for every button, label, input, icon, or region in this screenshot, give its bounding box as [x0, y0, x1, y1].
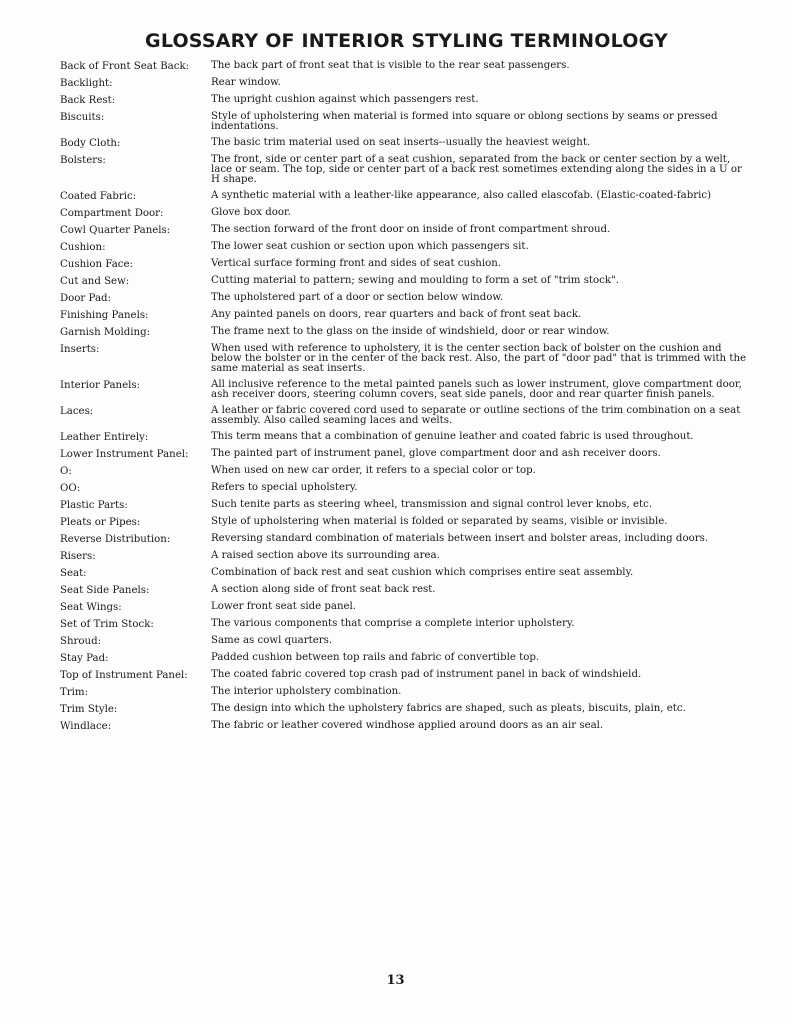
- glossary-entry: [60, 293, 753, 304]
- glossary-entry: [60, 585, 753, 596]
- glossary-entry: [60, 687, 753, 698]
- glossary-term: Cushion:: [60, 242, 106, 253]
- glossary-term: Inserts:: [60, 344, 100, 355]
- glossary-entry: [60, 225, 753, 236]
- glossary-definition: The design into which the upholstery fabrics are shaped, such as pleats, biscuits, plain, etc.: [211, 703, 686, 714]
- glossary-definition: A raised section above its surrounding area.: [211, 550, 440, 561]
- glossary-term: Back of Front Seat Back:: [60, 61, 190, 72]
- glossary-term: Seat Wings:: [60, 602, 122, 613]
- glossary-term: Door Pad:: [60, 293, 111, 304]
- glossary-entry: [60, 636, 753, 647]
- glossary-entry: [60, 95, 753, 106]
- glossary-term: Biscuits:: [60, 112, 105, 123]
- glossary-entry: [60, 721, 753, 732]
- glossary-term: Trim:: [60, 687, 89, 698]
- glossary-entry: [60, 483, 753, 494]
- glossary-entry: [60, 466, 753, 477]
- glossary-definition: The painted part of instrument panel, glove compartment door and ash receiver doors.: [211, 448, 661, 459]
- glossary-term: Cut and Sew:: [60, 276, 130, 287]
- glossary-term: Stay Pad:: [60, 653, 109, 664]
- glossary-entry: [60, 155, 753, 185]
- glossary-definition: The back part of front seat that is visible to the rear seat passengers.: [211, 60, 570, 71]
- glossary-entry: [60, 619, 753, 630]
- glossary-definition: The section forward of the front door on inside of front compartment shroud.: [211, 224, 611, 235]
- glossary-entry: [60, 380, 753, 400]
- glossary-entry: [60, 138, 753, 149]
- glossary-definition: Style of upholstering when material is formed into square or oblong sections by seams or pressed indentations.: [211, 111, 718, 132]
- glossary-term: Seat Side Panels:: [60, 585, 150, 596]
- glossary-term: Compartment Door:: [60, 208, 164, 219]
- glossary-definition: The upholstered part of a door or section below window.: [211, 292, 504, 303]
- glossary-entry: [60, 704, 753, 715]
- glossary-entry: [60, 191, 753, 202]
- glossary-entry: [60, 551, 753, 562]
- glossary-term: Plastic Parts:: [60, 500, 128, 511]
- glossary-entry: [60, 406, 753, 426]
- glossary-entry: [60, 670, 753, 681]
- glossary-definition: The coated fabric covered top crash pad of instrument panel in back of windshield.: [211, 669, 642, 680]
- glossary-entry: [60, 449, 753, 460]
- glossary-definition: Any painted panels on doors, rear quarters and back of front seat back.: [211, 309, 582, 320]
- glossary-entry: [60, 500, 753, 511]
- glossary-definition: All inclusive reference to the metal painted panels such as lower instrument, glove compartment door, ash receiver doors, steering column covers, seat side panels, door and rear quarter finish panels.: [211, 379, 742, 400]
- glossary-term: Cushion Face:: [60, 259, 133, 270]
- glossary-definition: Cutting material to pattern; sewing and moulding to form a set of "trim stock".: [211, 275, 619, 286]
- glossary-list: [60, 61, 753, 732]
- glossary-term: Windlace:: [60, 721, 112, 732]
- glossary-definition: The fabric or leather covered windhose applied around doors as an air seal.: [211, 720, 604, 731]
- glossary-term: Garnish Molding:: [60, 327, 151, 338]
- glossary-term: Back Rest:: [60, 95, 116, 106]
- glossary-definition: A synthetic material with a leather-like appearance, also called elascofab. (Elastic-coated-fabric): [211, 190, 712, 201]
- glossary-definition: Reversing standard combination of materials between insert and bolster areas, including doors.: [211, 533, 709, 544]
- glossary-definition: The various components that comprise a complete interior upholstery.: [211, 618, 575, 629]
- glossary-entry: [60, 568, 753, 579]
- glossary-entry: [60, 242, 753, 253]
- glossary-entry: [60, 259, 753, 270]
- glossary-entry: [60, 310, 753, 321]
- glossary-term: Top of Instrument Panel:: [60, 670, 188, 681]
- glossary-definition: Style of upholstering when material is folded or separated by seams, visible or invisible.: [211, 516, 668, 527]
- glossary-term: Bolsters:: [60, 155, 106, 166]
- glossary-term: Coated Fabric:: [60, 191, 137, 202]
- glossary-term: Pleats or Pipes:: [60, 517, 141, 528]
- glossary-definition: Such tenite parts as steering wheel, transmission and signal control lever knobs, etc.: [211, 499, 653, 510]
- glossary-entry: [60, 534, 753, 545]
- glossary-term: Body Cloth:: [60, 138, 121, 149]
- glossary-definition: Same as cowl quarters.: [211, 635, 333, 646]
- glossary-definition: The frame next to the glass on the inside of windshield, door or rear window.: [211, 326, 610, 337]
- glossary-entry: [60, 344, 753, 374]
- glossary-definition: Lower front seat side panel.: [211, 601, 357, 612]
- glossary-definition: Vertical surface forming front and sides of seat cushion.: [211, 258, 502, 269]
- glossary-entry: [60, 208, 753, 219]
- glossary-entry: [60, 653, 753, 664]
- glossary-definition: The upright cushion against which passengers rest.: [211, 94, 479, 105]
- glossary-definition: The interior upholstery combination.: [211, 686, 402, 697]
- glossary-definition: Combination of back rest and seat cushion which comprises entire seat assembly.: [211, 567, 634, 578]
- glossary-term: Reverse Distribution:: [60, 534, 171, 545]
- glossary-definition: A section along side of front seat back rest.: [211, 584, 436, 595]
- glossary-term: Lower Instrument Panel:: [60, 449, 189, 460]
- glossary-entry: [60, 112, 753, 132]
- glossary-term: Risers:: [60, 551, 96, 562]
- glossary-definition: Refers to special upholstery.: [211, 482, 358, 493]
- glossary-definition: This term means that a combination of genuine leather and coated fabric is used throughout.: [211, 431, 694, 442]
- glossary-entry: [60, 276, 753, 287]
- glossary-term: Seat:: [60, 568, 87, 579]
- glossary-entry: [60, 517, 753, 528]
- glossary-definition: The basic trim material used on seat inserts--usually the heaviest weight.: [211, 137, 591, 148]
- glossary-entry: [60, 61, 753, 72]
- glossary-term: Shroud:: [60, 636, 102, 647]
- glossary-definition: When used on new car order, it refers to a special color or top.: [211, 465, 536, 476]
- glossary-term: Finishing Panels:: [60, 310, 149, 321]
- page-number: 13: [386, 973, 405, 988]
- glossary-entry: [60, 602, 753, 613]
- glossary-definition: When used with reference to upholstery, it is the center section back of bolster on the cushion and below the bolster or in the center of the back rest. Also, the part of "door pad" that is trimmed with the same material as seat inserts.: [211, 343, 747, 374]
- glossary-term: O:: [60, 466, 72, 477]
- glossary-term: Interior Panels:: [60, 380, 141, 391]
- glossary-term: Trim Style:: [60, 704, 118, 715]
- glossary-term: Backlight:: [60, 78, 113, 89]
- glossary-term: Cowl Quarter Panels:: [60, 225, 171, 236]
- glossary-definition: Rear window.: [211, 77, 281, 88]
- glossary-term: Set of Trim Stock:: [60, 619, 154, 630]
- glossary-entry: [60, 327, 753, 338]
- glossary-definition: The lower seat cushion or section upon which passengers sit.: [211, 241, 529, 252]
- page-title: GLOSSARY OF INTERIOR STYLING TERMINOLOGY: [145, 30, 668, 52]
- glossary-entry: [60, 78, 753, 89]
- glossary-term: Laces:: [60, 406, 94, 417]
- glossary-definition: The front, side or center part of a seat cushion, separated from the back or center section by a welt, lace or seam. The top, side or center part of a back rest sometimes extending along the sides in a U or H shape.: [211, 154, 742, 185]
- glossary-definition: A leather or fabric covered cord used to separate or outline sections of the trim combination on a seat assembly. Also called seaming laces and welts.: [211, 405, 741, 426]
- glossary-term: Leather Entirely:: [60, 432, 149, 443]
- glossary-definition: Padded cushion between top rails and fabric of convertible top.: [211, 652, 540, 663]
- glossary-definition: Glove box door.: [211, 207, 291, 218]
- glossary-entry: [60, 432, 753, 443]
- glossary-term: OO:: [60, 483, 81, 494]
